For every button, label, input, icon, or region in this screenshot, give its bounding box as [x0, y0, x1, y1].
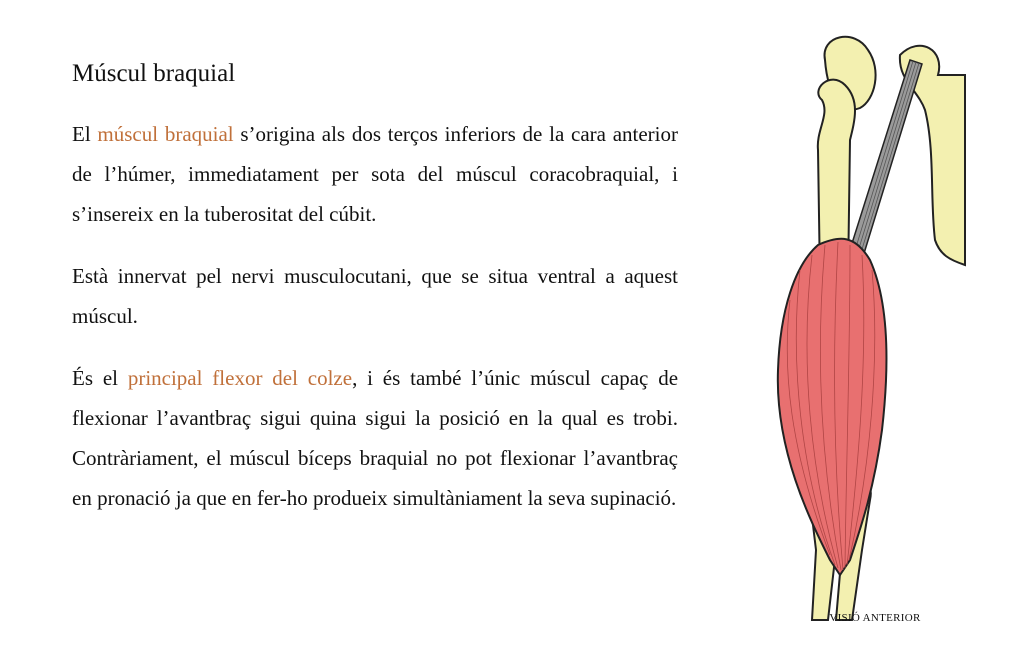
paragraph-text: És el [72, 366, 128, 390]
figure-caption: VISIÓ ANTERIOR [829, 612, 921, 624]
anatomy-illustration [770, 30, 970, 630]
paragraph-innervation: Està innervat pel nervi musculocutani, que se situa ventral a aquest múscul. [72, 264, 678, 328]
article [72, 56, 678, 540]
page-title: Múscul braquial [72, 60, 236, 87]
paragraph-text: , i és també l’únic múscul capaç de flexionar l’avantbraç sigui quina sigui la posició en la qual es trobi. Contràriament, el múscul bíceps braquial no pot flexionar l’avantbraç en pronació ja que en fer-ho produeix simultàniament la seva supinació. [72, 366, 679, 510]
highlight-term: múscul braquial [97, 122, 234, 146]
paragraph-origin [72, 114, 678, 234]
paragraph-text: El [72, 122, 98, 146]
paragraph-text: s’origina als dos terços inferiors de la cara anterior de l’húmer, immediatament per sota del múscul coracobraquial, i s’insereix en la tuberositat del cúbit. [72, 122, 678, 226]
muscle-belly [778, 239, 887, 575]
highlight-term: principal flexor del colze [127, 366, 353, 390]
paragraph-function [72, 358, 678, 518]
